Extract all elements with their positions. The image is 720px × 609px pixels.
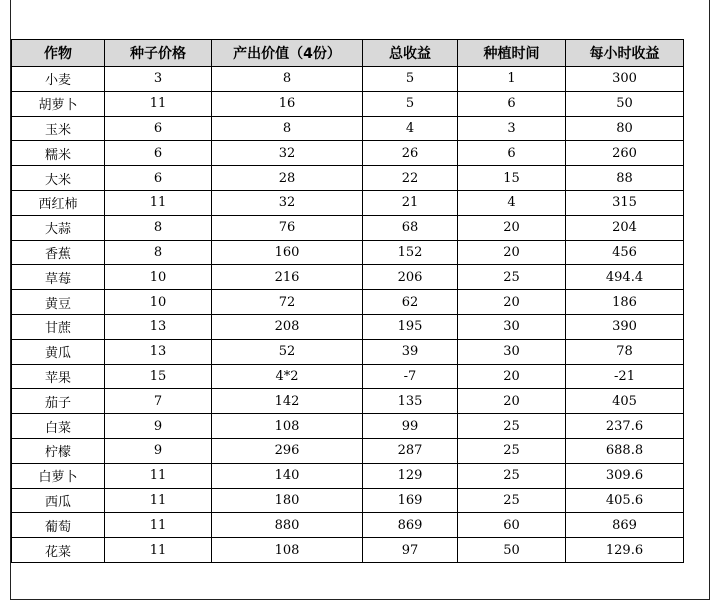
cell-grow-time: 30 <box>458 314 566 339</box>
cell-seed-price: 6 <box>105 141 212 166</box>
cell-grow-time: 4 <box>458 190 566 215</box>
cell-hourly-profit: 80 <box>566 116 684 141</box>
cell-crop: 草莓 <box>12 265 105 290</box>
table-row <box>12 314 684 339</box>
cell-crop: 黄瓜 <box>12 339 105 364</box>
page-border-bottom <box>10 599 710 600</box>
table-body <box>12 67 684 563</box>
cell-output-value: 216 <box>212 265 363 290</box>
cell-output-value: 208 <box>212 314 363 339</box>
header-hourly-profit: 每小时收益 <box>566 40 684 67</box>
table-row <box>12 265 684 290</box>
cell-output-value: 8 <box>212 67 363 92</box>
table-row <box>12 364 684 389</box>
table-row <box>12 339 684 364</box>
crop-yield-table <box>11 39 684 563</box>
cell-seed-price: 11 <box>105 488 212 513</box>
cell-total-profit: 287 <box>363 438 458 463</box>
table-row <box>12 166 684 191</box>
cell-output-value: 28 <box>212 166 363 191</box>
cell-total-profit: 99 <box>363 414 458 439</box>
table-row <box>12 538 684 563</box>
cell-hourly-profit: 88 <box>566 166 684 191</box>
cell-hourly-profit: -21 <box>566 364 684 389</box>
cell-crop: 大米 <box>12 166 105 191</box>
cell-crop: 葡萄 <box>12 513 105 538</box>
table-row <box>12 488 684 513</box>
cell-grow-time: 1 <box>458 67 566 92</box>
cell-grow-time: 20 <box>458 215 566 240</box>
cell-seed-price: 15 <box>105 364 212 389</box>
cell-output-value: 140 <box>212 463 363 488</box>
cell-crop: 甘蔗 <box>12 314 105 339</box>
cell-seed-price: 3 <box>105 67 212 92</box>
cell-hourly-profit: 494.4 <box>566 265 684 290</box>
cell-seed-price: 7 <box>105 389 212 414</box>
cell-output-value: 160 <box>212 240 363 265</box>
cell-seed-price: 10 <box>105 265 212 290</box>
cell-output-value: 296 <box>212 438 363 463</box>
cell-grow-time: 30 <box>458 339 566 364</box>
cell-hourly-profit: 78 <box>566 339 684 364</box>
cell-crop: 苹果 <box>12 364 105 389</box>
header-seed-price: 种子价格 <box>105 40 212 67</box>
cell-output-value: 108 <box>212 538 363 563</box>
cell-total-profit: 5 <box>363 91 458 116</box>
cell-total-profit: 62 <box>363 290 458 315</box>
table-row <box>12 240 684 265</box>
table-row <box>12 91 684 116</box>
cell-seed-price: 13 <box>105 339 212 364</box>
cell-crop: 香蕉 <box>12 240 105 265</box>
cell-total-profit: 26 <box>363 141 458 166</box>
cell-grow-time: 3 <box>458 116 566 141</box>
cell-total-profit: 97 <box>363 538 458 563</box>
table-row <box>12 438 684 463</box>
cell-crop: 大蒜 <box>12 215 105 240</box>
cell-total-profit: 22 <box>363 166 458 191</box>
cell-seed-price: 11 <box>105 91 212 116</box>
cell-total-profit: 21 <box>363 190 458 215</box>
cell-seed-price: 8 <box>105 240 212 265</box>
table-row <box>12 215 684 240</box>
cell-grow-time: 6 <box>458 91 566 116</box>
table-row <box>12 389 684 414</box>
cell-grow-time: 20 <box>458 290 566 315</box>
cell-output-value: 72 <box>212 290 363 315</box>
cell-crop: 茄子 <box>12 389 105 414</box>
cell-seed-price: 11 <box>105 538 212 563</box>
cell-seed-price: 11 <box>105 190 212 215</box>
cell-hourly-profit: 186 <box>566 290 684 315</box>
cell-grow-time: 20 <box>458 240 566 265</box>
cell-grow-time: 25 <box>458 463 566 488</box>
cell-grow-time: 50 <box>458 538 566 563</box>
cell-crop: 西红柿 <box>12 190 105 215</box>
cell-seed-price: 6 <box>105 116 212 141</box>
table-row <box>12 513 684 538</box>
cell-hourly-profit: 405 <box>566 389 684 414</box>
cell-output-value: 52 <box>212 339 363 364</box>
cell-total-profit: 4 <box>363 116 458 141</box>
header-row <box>12 40 684 67</box>
cell-grow-time: 20 <box>458 389 566 414</box>
cell-grow-time: 25 <box>458 414 566 439</box>
cell-seed-price: 10 <box>105 290 212 315</box>
cell-output-value: 32 <box>212 141 363 166</box>
cell-hourly-profit: 50 <box>566 91 684 116</box>
cell-crop: 西瓜 <box>12 488 105 513</box>
cell-hourly-profit: 237.6 <box>566 414 684 439</box>
header-grow-time: 种植时间 <box>458 40 566 67</box>
table-row <box>12 290 684 315</box>
cell-hourly-profit: 309.6 <box>566 463 684 488</box>
cell-hourly-profit: 129.6 <box>566 538 684 563</box>
cell-total-profit: 129 <box>363 463 458 488</box>
cell-total-profit: 152 <box>363 240 458 265</box>
table-row <box>12 141 684 166</box>
cell-crop: 白萝卜 <box>12 463 105 488</box>
cell-grow-time: 20 <box>458 364 566 389</box>
page-border-right <box>709 0 710 600</box>
cell-hourly-profit: 405.6 <box>566 488 684 513</box>
cell-crop: 糯米 <box>12 141 105 166</box>
cell-output-value: 8 <box>212 116 363 141</box>
cell-output-value: 76 <box>212 215 363 240</box>
cell-seed-price: 8 <box>105 215 212 240</box>
cell-grow-time: 15 <box>458 166 566 191</box>
cell-crop: 白菜 <box>12 414 105 439</box>
cell-grow-time: 25 <box>458 265 566 290</box>
cell-seed-price: 9 <box>105 438 212 463</box>
table-row <box>12 67 684 92</box>
cell-seed-price: 11 <box>105 463 212 488</box>
cell-crop: 花菜 <box>12 538 105 563</box>
cell-hourly-profit: 456 <box>566 240 684 265</box>
cell-total-profit: 5 <box>363 67 458 92</box>
cell-total-profit: 135 <box>363 389 458 414</box>
cell-hourly-profit: 260 <box>566 141 684 166</box>
cell-seed-price: 6 <box>105 166 212 191</box>
cell-output-value: 16 <box>212 91 363 116</box>
cell-total-profit: 195 <box>363 314 458 339</box>
table-row <box>12 414 684 439</box>
cell-output-value: 180 <box>212 488 363 513</box>
cell-hourly-profit: 315 <box>566 190 684 215</box>
table-row <box>12 190 684 215</box>
cell-crop: 小麦 <box>12 67 105 92</box>
cell-total-profit: 68 <box>363 215 458 240</box>
table-row <box>12 463 684 488</box>
cell-crop: 柠檬 <box>12 438 105 463</box>
table-row <box>12 116 684 141</box>
cell-seed-price: 13 <box>105 314 212 339</box>
cell-grow-time: 6 <box>458 141 566 166</box>
cell-hourly-profit: 869 <box>566 513 684 538</box>
header-crop: 作物 <box>12 40 105 67</box>
cell-output-value: 880 <box>212 513 363 538</box>
cell-seed-price: 11 <box>105 513 212 538</box>
cell-grow-time: 60 <box>458 513 566 538</box>
cell-total-profit: 206 <box>363 265 458 290</box>
cell-grow-time: 25 <box>458 488 566 513</box>
cell-crop: 玉米 <box>12 116 105 141</box>
header-output-value: 产出价值（4份） <box>212 40 363 67</box>
cell-crop: 黄豆 <box>12 290 105 315</box>
cell-grow-time: 25 <box>458 438 566 463</box>
cell-total-profit: 39 <box>363 339 458 364</box>
cell-output-value: 142 <box>212 389 363 414</box>
cell-hourly-profit: 204 <box>566 215 684 240</box>
cell-hourly-profit: 390 <box>566 314 684 339</box>
cell-crop: 胡萝卜 <box>12 91 105 116</box>
cell-seed-price: 9 <box>105 414 212 439</box>
cell-hourly-profit: 688.8 <box>566 438 684 463</box>
cell-output-value: 4*2 <box>212 364 363 389</box>
cell-total-profit: 169 <box>363 488 458 513</box>
cell-output-value: 32 <box>212 190 363 215</box>
cell-total-profit: -7 <box>363 364 458 389</box>
header-total-profit: 总收益 <box>363 40 458 67</box>
cell-total-profit: 869 <box>363 513 458 538</box>
cell-hourly-profit: 300 <box>566 67 684 92</box>
cell-output-value: 108 <box>212 414 363 439</box>
